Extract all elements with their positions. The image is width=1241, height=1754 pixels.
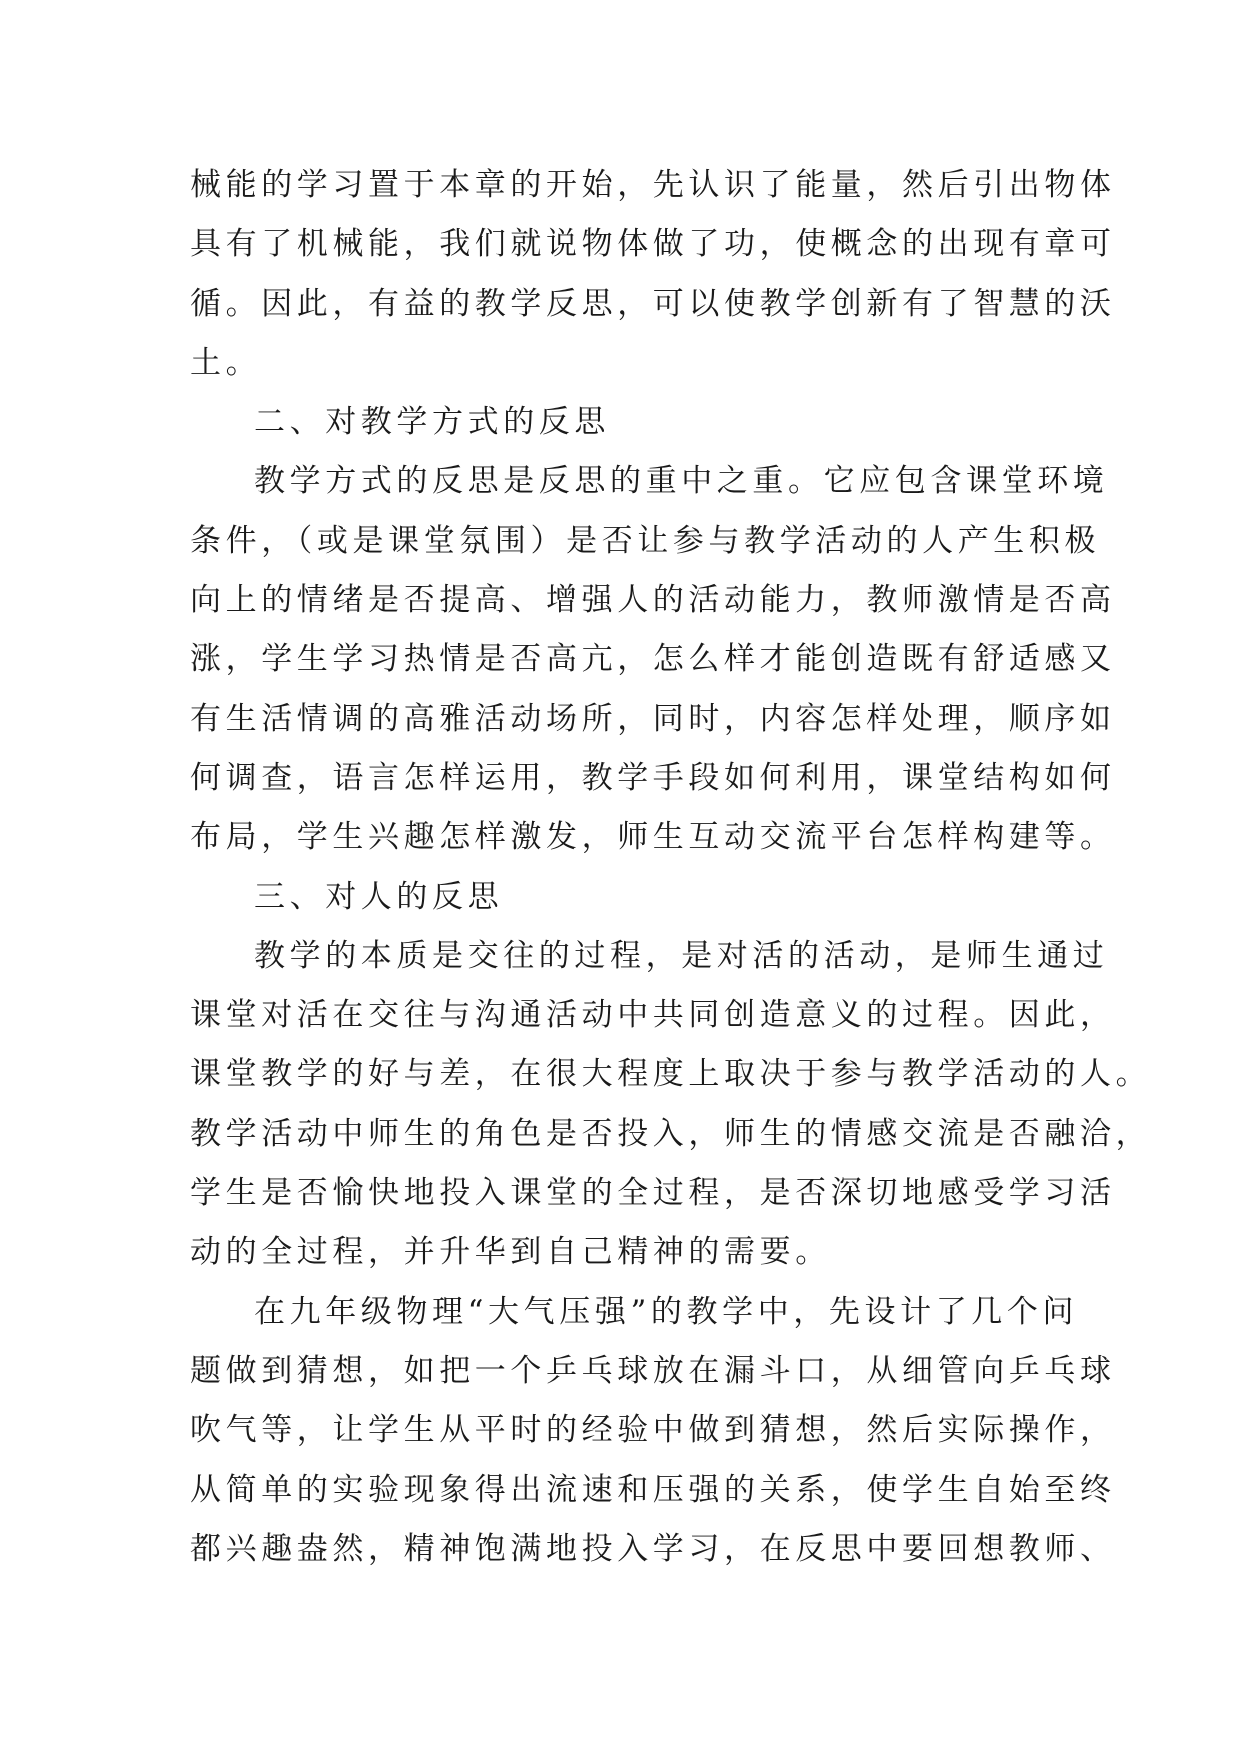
text-line: 土。 [190,344,262,381]
text-line: 教学方式的反思是反思的重中之重。它应包含课堂环境 [254,463,1109,500]
text-line: 教学的本质是交往的过程，是对活的活动，是师生通过 [254,937,1109,974]
text-line: 题做到猜想，如把一个乒乓球放在漏斗口，从细管向乒乓球 [190,1352,1116,1389]
text-line: 具有了机械能，我们就说物体做了功，使概念的出现有章可 [190,226,1116,263]
text-line: 条件，（或是课堂氛围）是否让参与教学活动的人产生积极 [190,522,1101,559]
text-line: 涨，学生学习热情是否高亢，怎么样才能创造既有舒适感又 [190,641,1116,678]
text-line: 教学活动中师生的角色是否投入，师生的情感交流是否融洽， [190,1115,1152,1152]
text-line: 有生活情调的高雅活动场所，同时，内容怎样处理，顺序如 [190,700,1116,737]
document-body [190,156,1152,1579]
text-line: 循。因此，有益的教学反思，可以使教学创新有了智慧的沃 [190,285,1116,322]
text-line: 布局，学生兴趣怎样激发，师生互动交流平台怎样构建等。 [190,819,1116,856]
text-line: 课堂教学的好与差，在很大程度上取决于参与教学活动的人。 [190,1056,1152,1093]
text-line: 从简单的实验现象得出流速和压强的关系，使学生自始至终 [190,1471,1116,1508]
text-line: 三、对人的反思 [254,878,504,915]
text-line: 动的全过程，并升华到自己精神的需要。 [190,1234,831,1271]
text-line: 二、对教学方式的反思 [254,404,610,441]
text-line: 械能的学习置于本章的开始，先认识了能量，然后引出物体 [190,167,1116,203]
text-line: 都兴趣盎然，精神饱满地投入学习，在反思中要回想教师、 [190,1530,1116,1567]
text-line: 吹气等，让学生从平时的经验中做到猜想，然后实际操作， [190,1412,1116,1449]
text-line: 课堂对活在交往与沟通活动中共同创造意义的过程。因此， [190,997,1116,1034]
text-line: 向上的情绪是否提高、增强人的活动能力，教师激情是否高 [190,582,1116,619]
text-line: 在九年级物理“大气压强”的教学中，先设计了几个问 [254,1293,1079,1330]
text-line: 学生是否愉快地投入课堂的全过程，是否深切地感受学习活 [190,1175,1116,1212]
text-line: 何调查，语言怎样运用，教学手段如何利用，课堂结构如何 [190,759,1116,796]
